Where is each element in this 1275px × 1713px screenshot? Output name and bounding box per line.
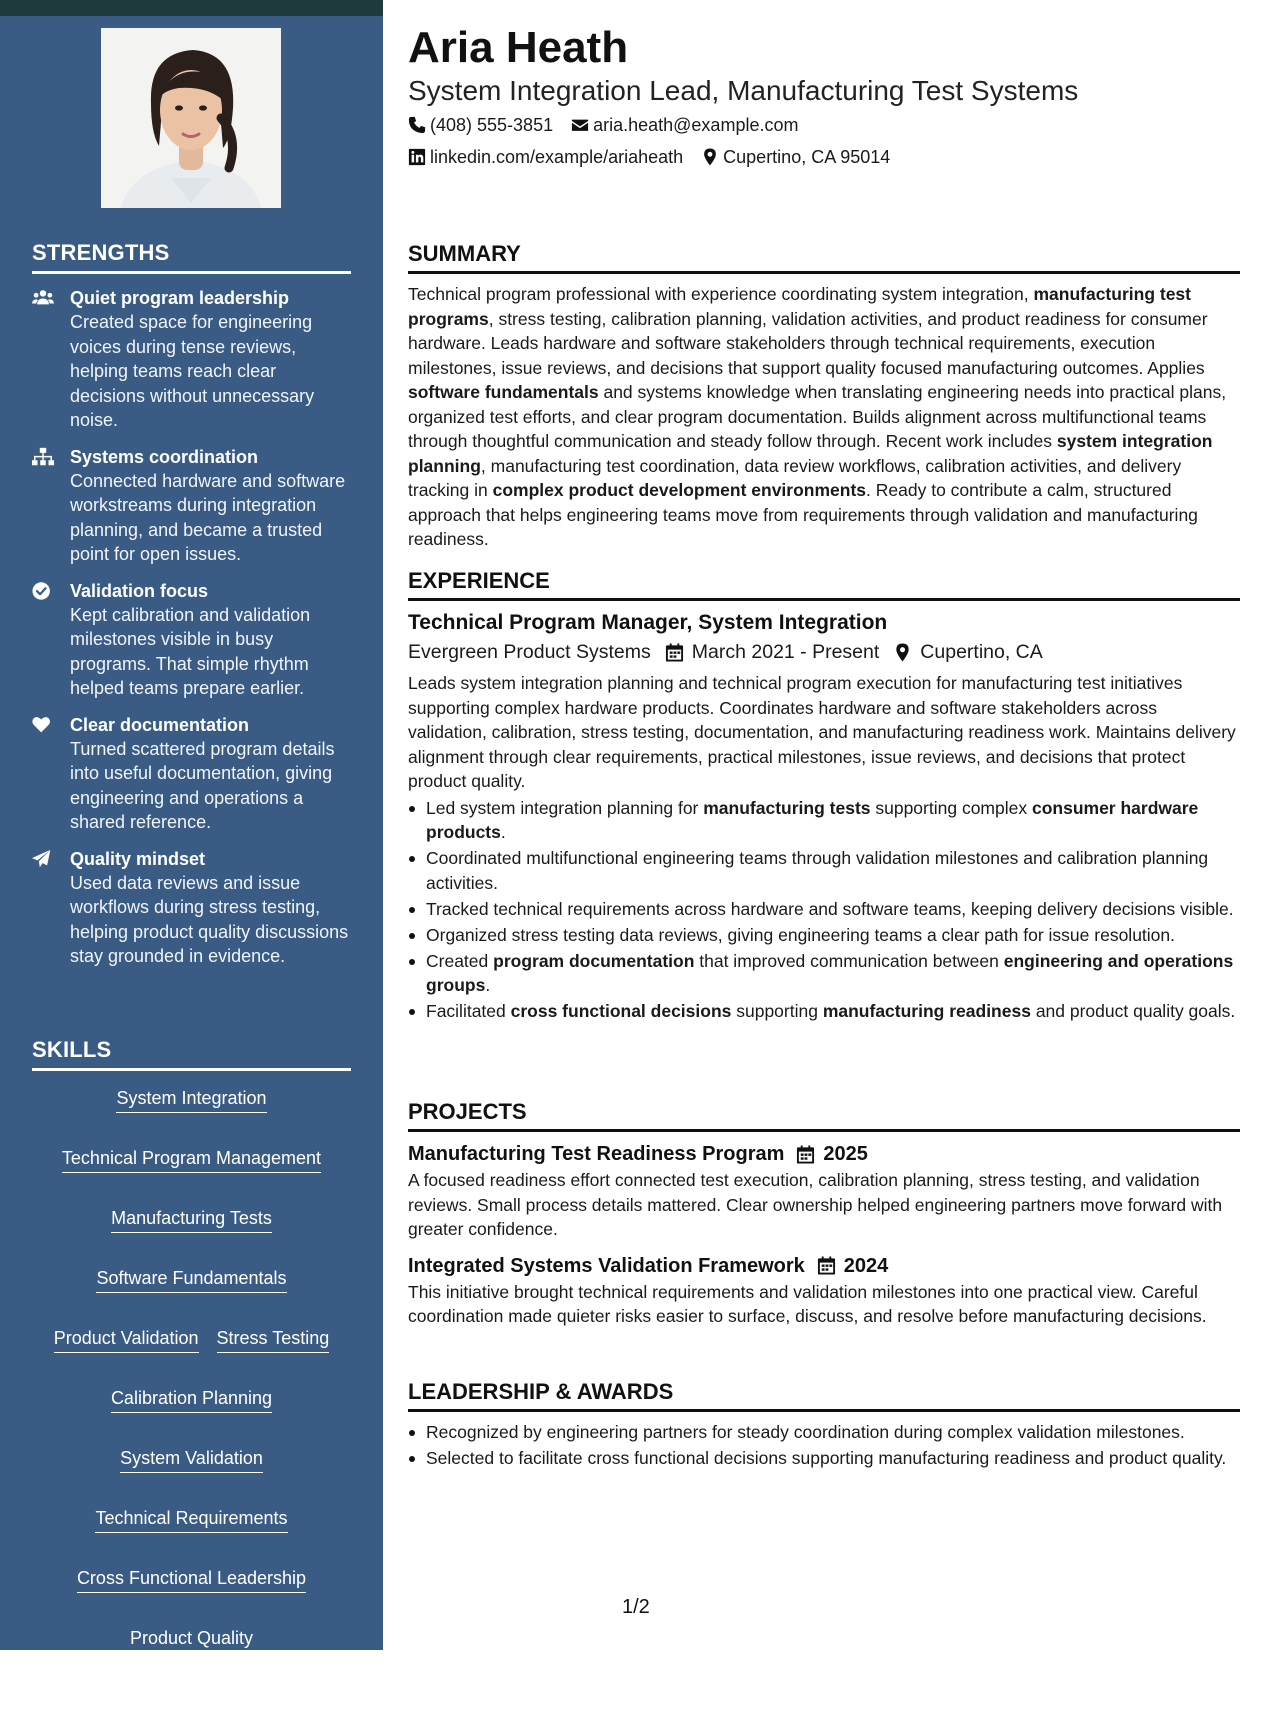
strengths-section [32, 240, 351, 981]
skill-tag: Product Validation [54, 1327, 199, 1353]
strength-item [32, 847, 351, 969]
strength-item [32, 579, 351, 701]
skill-tag: Calibration Planning [111, 1387, 272, 1413]
role-description: Leads system integration planning and technical program execution for manufacturing test initiatives supporting complex hardware products. Coordinates hardware and software stakeholders across validation, calibration, stress testing, documentation, and manufacturing readiness work. Maintains delivery alignment through clear requirements, practical milestones, issue reviews, and decisions that protect product quality. [408, 673, 1236, 791]
strength-description: Kept calibration and validation milestones visible in busy programs. That simple rhythm helped teams prepare earlier. [70, 604, 311, 698]
email-text: aria.heath@example.com [593, 115, 799, 135]
phone-text: (408) 555-3851 [430, 115, 554, 135]
awards-section [408, 1378, 1240, 1472]
skills-section [32, 1037, 351, 1713]
strength-description: Used data reviews and issue workflows during stress testing, helping product quality discussions stay grounded in evidence. [70, 872, 349, 966]
linkedin-item [408, 145, 683, 169]
skill-tag: Manufacturing Readiness [89, 1687, 293, 1713]
strength-title: Quiet program leadership [70, 288, 290, 308]
project-title: Manufacturing Test Readiness Program 2025 [408, 1140, 1240, 1168]
map-pin-icon [893, 643, 912, 662]
skill-tag: Stress Testing [217, 1327, 330, 1353]
linkedin-text: linkedin.com/example/ariaheath [430, 147, 684, 167]
skill-tag: Product Quality [130, 1627, 253, 1653]
list-item: Recognized by engineering partners for steady coordination during complex validation milestones. [408, 1420, 1240, 1445]
strength-title: Validation focus [70, 580, 209, 601]
strength-description: Connected hardware and software workstreams during integration planning, and became a trusted point for open issues. [70, 470, 346, 564]
role-title: Technical Program Manager, System Integration [408, 611, 888, 634]
list-item: Facilitated cross functional decisions supporting manufacturing readiness and product quality goals. [408, 999, 1240, 1024]
summary-text: Technical program professional with experience coordinating system integration, manufacturing test programs, stress testing, calibration planning, validation activities, and product readiness for consumer hardware. Leads hardware and software stakeholders through technical requirements, execution milestones, issue reviews, and decisions that support quality focused manufacturing outcomes. Applies software fundamentals and systems knowledge when translating engineering needs into practical plans, organized test efforts, and clear program documentation. Builds alignment across multifunctional teams through thoughtful communication and steady follow through. Recent work includes system integration planning, manufacturing test coordination, data review workflows, calibration activities, and delivery tracking in complex product development environments. Ready to contribute a calm, structured approach that helps engineering teams move from requirements through validation and manufacturing readiness. [408, 284, 1227, 549]
role-bullets [408, 796, 1240, 1024]
projects-section [408, 1098, 1240, 1329]
strength-item [32, 713, 351, 835]
skills-heading: SKILLS [32, 1037, 351, 1071]
awards-heading: LEADERSHIP & AWARDS [408, 1378, 1240, 1412]
location-item [701, 145, 890, 169]
sitemap-icon [32, 445, 70, 567]
phone-icon [408, 116, 426, 134]
project-description: This initiative brought technical requirements and validation milestones into one practical view. Careful coordination made quieter risks easier to surface, discuss, and resolve before manufacturing decisions. [408, 1281, 1207, 1326]
calendar-icon [665, 643, 684, 662]
contact-row [408, 145, 908, 169]
experience-heading: EXPERIENCE [408, 567, 1240, 601]
project-description: A focused readiness effort connected test execution, calibration planning, stress testing, and validation reviews. Small process details mattered. Clear ownership helped engineering partners move forward with greater confidence. [408, 1170, 1223, 1239]
list-item: Created program documentation that improved communication between engineering and operations groups. [408, 949, 1240, 998]
strength-title: Systems coordination [70, 446, 259, 467]
skill-tag: Manufacturing Tests [111, 1207, 272, 1233]
skills-list [32, 1083, 351, 1713]
avatar [101, 28, 281, 208]
list-item: Led system integration planning for manufacturing tests supporting complex consumer hardware products. [408, 796, 1240, 845]
summary-section [408, 240, 1240, 552]
skill-tag: Cross Functional Leadership [77, 1567, 306, 1593]
list-item: Tracked technical requirements across hardware and software teams, keeping delivery decisions visible. [408, 897, 1240, 922]
linkedin-icon [408, 148, 426, 166]
candidate-name: Aria Heath [408, 23, 629, 72]
role-dates: March 2021 - Present [665, 637, 880, 667]
profile-photo [101, 28, 281, 208]
skill-tag: Technical Program Management [62, 1147, 321, 1173]
company-name: Evergreen Product Systems [408, 641, 651, 663]
envelope-icon [571, 116, 589, 134]
check-circle-icon [32, 579, 70, 701]
email-item [571, 113, 798, 137]
list-item: Selected to facilitate cross functional decisions supporting manufacturing readiness and product quality. [408, 1446, 1240, 1471]
skill-tag: System Integration [116, 1087, 266, 1113]
experience-section [408, 567, 1240, 1025]
role-location: Cupertino, CA [893, 637, 1042, 667]
map-pin-icon [701, 148, 719, 166]
heart-icon [32, 713, 70, 835]
strengths-heading: STRENGTHS [32, 240, 351, 274]
users-icon [32, 286, 70, 433]
strength-description: Created space for engineering voices during tense reviews, helping teams reach clear decisions without unnecessary noise. [70, 312, 315, 430]
phone-item [408, 113, 553, 137]
strength-item [32, 445, 351, 567]
project-title: Integrated Systems Validation Framework 2024 [408, 1252, 1240, 1280]
calendar-icon [817, 1256, 836, 1275]
headline: System Integration Lead, Manufacturing Test Systems [408, 75, 1079, 106]
strength-title: Clear documentation [70, 714, 250, 735]
page-number: 1/2 [622, 1596, 650, 1618]
location-text: Cupertino, CA 95014 [723, 147, 891, 167]
sidebar [0, 0, 383, 1708]
contact-row [408, 113, 816, 137]
strength-title: Quality mindset [70, 848, 206, 869]
project-year: 2024 [843, 1254, 889, 1277]
skill-tag: Technical Requirements [95, 1507, 287, 1533]
skill-tag: Software Fundamentals [96, 1267, 286, 1293]
paper-plane-icon [32, 847, 70, 969]
strength-description: Turned scattered program details into useful documentation, giving engineering and operations a shared reference. [70, 738, 335, 832]
role-meta [408, 637, 1240, 667]
list-item: Coordinated multifunctional engineering teams through validation milestones and calibration planning activities. [408, 846, 1240, 895]
awards-bullets [408, 1420, 1240, 1471]
strength-item [32, 286, 351, 433]
projects-heading: PROJECTS [408, 1098, 1240, 1132]
summary-heading: SUMMARY [408, 240, 1240, 274]
list-item: Organized stress testing data reviews, giving engineering teams a clear path for issue resolution. [408, 923, 1240, 948]
project-year: 2025 [823, 1143, 868, 1165]
calendar-icon [796, 1145, 815, 1164]
skill-tag: System Validation [120, 1447, 263, 1473]
sidebar-top-bar [0, 0, 383, 16]
